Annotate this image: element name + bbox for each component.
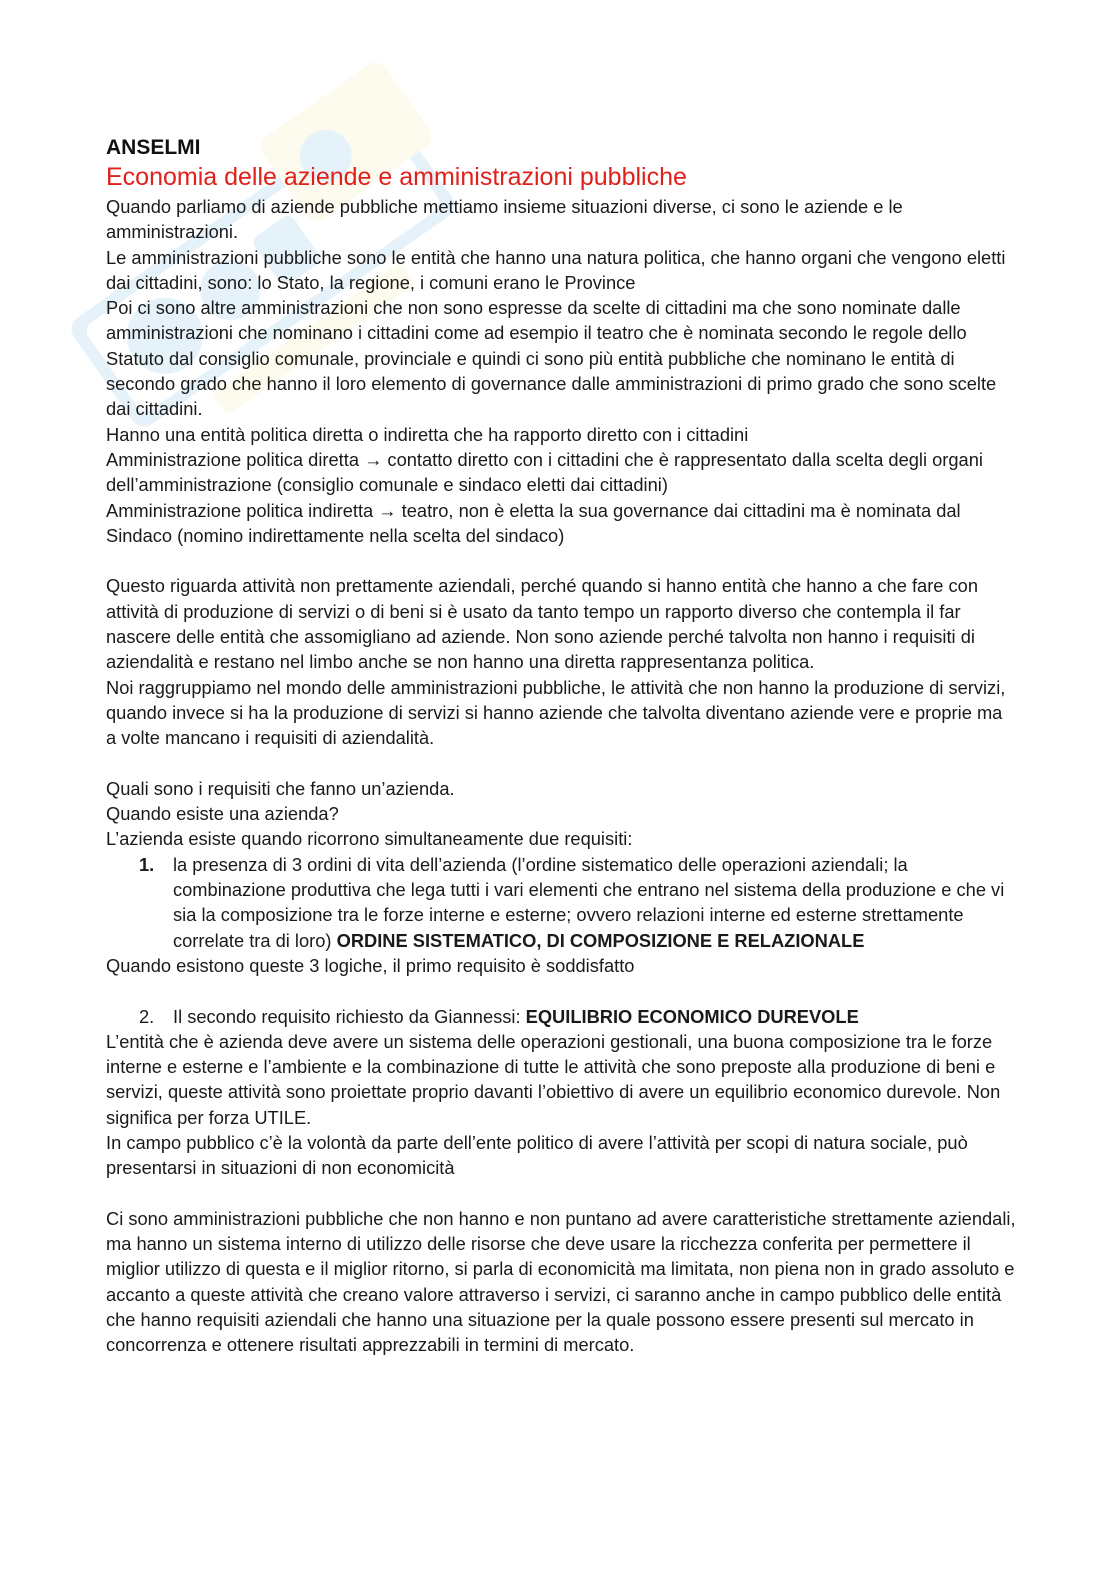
paragraph: Amministrazione politica diretta → contatto diretto con i cittadini che è rappresentato dalla scelta degli organi dell’amministrazione (consiglio comunale e sindaco eletti dai cittadini)	[106, 448, 983, 496]
paragraph: Noi raggruppiamo nel mondo delle amministrazioni pubbliche, le attività che non hanno la produzione di servizi, quando invece si ha la produzione di servizi si hanno aziende che talvolta diventano aziende vere e proprie ma a volte mancano i requisiti di aziendalità.	[106, 676, 1006, 749]
list-item-number: 1.	[139, 853, 155, 875]
paragraph: Amministrazione politica indiretta → teatro, non è eletta la sua governance dai cittadini ma è nominata dal Sindaco (nomino indirettamente nella scelta del sindaco)	[106, 499, 961, 546]
question-line: L’azienda esiste quando ricorrono simultaneamente due requisiti:	[106, 828, 633, 850]
paragraph-spacer	[106, 751, 1016, 776]
document-page	[106, 134, 1016, 1358]
list-item-number: 2.	[139, 1005, 155, 1027]
paragraph: Questo riguarda attività non prettamente aziendali, perché quando si hanno entità che hanno a che fare con attività di produzione di servizi o di beni si è usato da tanto tempo un rapporto diverso che contempla il far nascere delle entità che assomigliano ad aziende. Non sono aziende perché talvolta non hanno i requisiti di aziendalità e restano nel limbo anche se non hanno una diretta rappresentanza politica.	[106, 575, 979, 673]
list-item-emphasis: ORDINE SISTEMATICO, DI COMPOSIZIONE E RELAZIONALE	[336, 929, 865, 951]
paragraph: In campo pubblico c’è la volontà da parte dell’ente politico di avere l’attività per scopi di natura sociale, può presentarsi in situazioni di non economicità	[106, 1131, 968, 1179]
requirements-list	[106, 1004, 1016, 1029]
question-line: Quali sono i requisiti che fanno un’azienda.	[106, 777, 455, 799]
paragraph: Le amministrazioni pubbliche sono le entità che hanno una natura politica, che hanno organi che vengono eletti dai cittadini, sono: lo Stato, la regione, i comuni erano le Province	[106, 246, 1006, 293]
list-item-emphasis: EQUILIBRIO ECONOMICO DUREVOLE	[525, 1005, 859, 1027]
list-item-text: Il secondo requisito richiesto da Giannessi:	[173, 1005, 521, 1027]
document-title: Economia delle aziende e amministrazioni pubbliche	[106, 163, 687, 191]
list-item-text: la presenza di 3 ordini di vita dell’azienda (l’ordine sistematico delle operazioni aziendali; la combinazione produttiva che lega tutti i vari elementi che entrano nel sistema della produzione e che vi sia la composizione tra le forze interne e esterne; ovvero relazioni interne ed esterne strettamente correlate tra di loro)	[173, 853, 1005, 951]
paragraph-spacer	[106, 1181, 1016, 1206]
requirements-list	[106, 852, 1016, 953]
paragraph-spacer	[106, 548, 1016, 573]
paragraph: Hanno una entità politica diretta o indiretta che ha rapporto diretto con i cittadini	[106, 423, 749, 445]
paragraph: Quando esistono queste 3 logiche, il primo requisito è soddisfatto	[106, 954, 635, 976]
question-line: Quando esiste una azienda?	[106, 803, 339, 825]
author-heading: ANSELMI	[106, 136, 201, 159]
paragraph: Quando parliamo di aziende pubbliche mettiamo insieme situazioni diverse, ci sono le aziende e le amministrazioni.	[106, 196, 903, 243]
paragraph: Poi ci sono altre amministrazioni che non sono espresse da scelte di cittadini ma che sono nominate dalle amministrazioni che nominano i cittadini come ad esempio il teatro che è nominata secondo le regole dello Statuto dal consiglio comunale, provinciale e quindi ci sono più entità pubbliche che nominano le entità di secondo grado che hanno il loro elemento di governance dalle amministrazioni di primo grado che sono scelte dai cittadini.	[106, 297, 997, 420]
paragraph-spacer	[106, 978, 1016, 1003]
list-item	[106, 852, 1016, 953]
list-item	[106, 1004, 1016, 1029]
paragraph: Ci sono amministrazioni pubbliche che non hanno e non puntano ad avere caratteristiche strettamente aziendali, ma hanno un sistema interno di utilizzo delle risorse che deve usare la ricchezza conferita per permettere il miglior utilizzo di questa e il miglior ritorno, si parla di economicità ma limitata, non piena non in grado assoluto e accanto a queste attività che creano valore attraverso i servizi, ci saranno anche in campo pubblico delle entità che hanno requisiti aziendali che hanno una situazione per la quale possono essere presenti sul mercato in concorrenza e ottenere risultati apprezzabili in termini di mercato.	[106, 1207, 1016, 1356]
paragraph: L’entità che è azienda deve avere un sistema delle operazioni gestionali, una buona composizione tra le forze interne e esterne e l’ambiente e la combinazione di tutte le attività che sono preposte alla produzione di beni e servizi, queste attività sono proiettate proprio davanti l’obiettivo di avere un equilibrio economico durevole. Non significa per forza UTILE.	[106, 1030, 1001, 1128]
